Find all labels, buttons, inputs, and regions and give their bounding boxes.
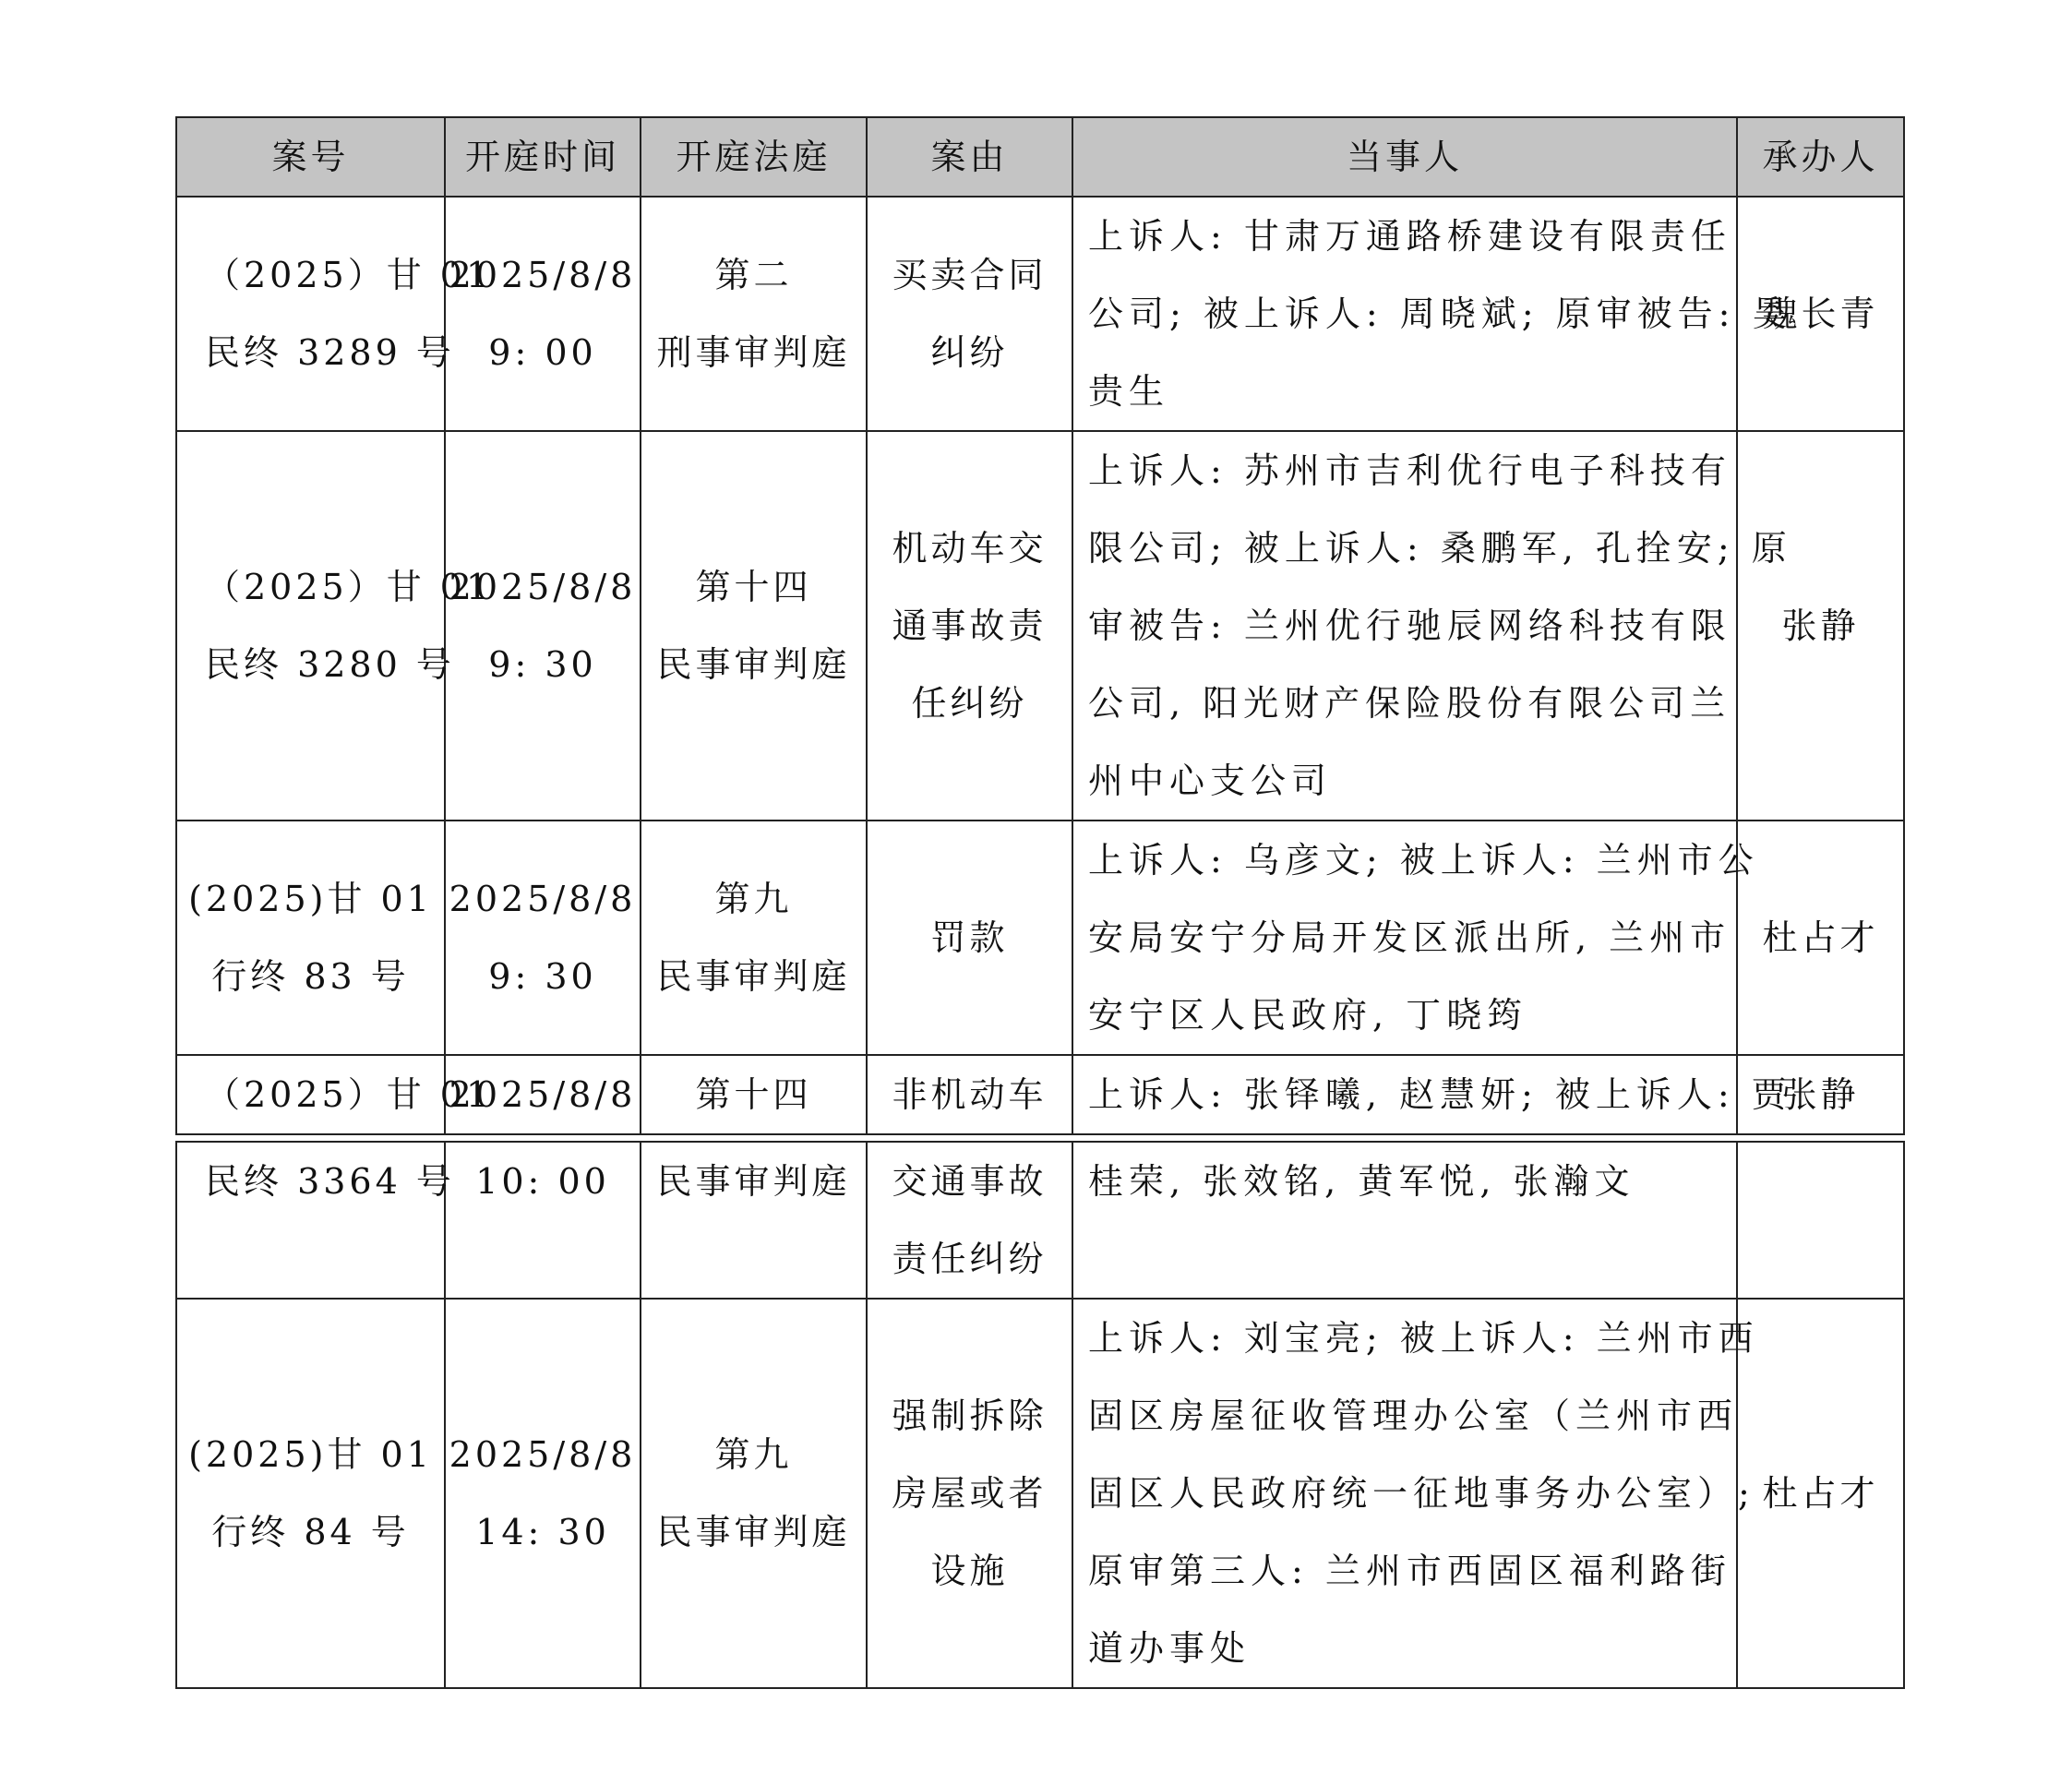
table-row [176,821,1904,1055]
hearing-time-cell [445,821,641,1055]
table-row [176,1055,1904,1134]
cause-cell-line: 机动车交 [892,528,1048,569]
cause-cell [867,431,1072,821]
table-row [176,431,1904,821]
hearing-time-cell [445,1142,641,1299]
judge-cell-line: 杜占才 [1762,1473,1879,1514]
parties-cell-line: 上诉人: 甘肃万通路桥建设有限责任 [1088,216,1731,257]
case-no-cell-line: 民终 3280 号 [205,644,455,685]
case-no-cell-line: 民终 3364 号 [205,1161,455,1202]
cause-cell [867,1055,1072,1134]
cause-cell-line: 非机动车 [892,1074,1048,1115]
judge-cell [1737,1142,1904,1299]
hearing-time-cell-line: 9: 00 [488,332,597,373]
hearing-time-cell-line: 2025/8/8 [449,879,637,919]
parties-cell-line: 安宁区人民政府, 丁晓筠 [1088,995,1528,1036]
cause-cell-line: 责任纠纷 [892,1239,1048,1279]
parties-cell-line: 限公司; 被上诉人: 桑鹏军, 孔拴安; 原 [1088,528,1792,569]
header-row [176,117,1904,197]
parties-cell [1072,1055,1792,1134]
case-no-cell-line: (2025)甘 01 [188,1434,433,1475]
cause-cell [867,821,1072,1055]
parties-cell [1072,1142,1737,1299]
cause-cell-line: 交通事故 [892,1161,1048,1202]
parties-cell-line: 安局安宁分局开发区派出所, 兰州市 [1088,917,1731,958]
parties-cell-line: 审被告: 兰州优行驰辰网络科技有限 [1088,605,1731,646]
case-no-cell [176,1299,445,1688]
parties-cell-line: 原审第三人: 兰州市西固区福利路街 [1088,1551,1731,1591]
hearing-time-cell-line: 2025/8/8 [449,567,637,607]
hearing-time-cell [445,431,641,821]
parties-cell [1072,197,1793,431]
case-no-cell [176,431,493,821]
parties-cell-line: 上诉人: 乌彦文; 被上诉人: 兰州市公 [1088,840,1759,881]
page-split [176,1134,1904,1142]
parties-cell-line: 州中心支公司 [1088,761,1333,801]
parties-cell-line: 贵生 [1088,371,1170,412]
court-room-cell [641,1299,867,1688]
parties-cell-line: 固区房屋征收管理办公室（兰州市西 [1088,1396,1739,1436]
judge-cell [1737,431,1904,821]
cause-cell [867,197,1072,431]
court-room-cell [641,1055,867,1134]
cause-cell [867,1142,1072,1299]
court-room-cell [641,431,867,821]
court-room-cell-line: 第九 [714,1434,793,1475]
cause-cell-line: 房屋或者 [892,1473,1048,1514]
hearing-time-cell-line: 2025/8/8 [449,255,637,295]
cause-cell-line: 任纠纷 [911,683,1028,724]
parties-cell [1072,821,1759,1055]
header-parties: 当事人 [1072,117,1737,197]
court-room-cell-line: 第二 [714,255,793,295]
court-room-cell-line: 民事审判庭 [656,1512,851,1552]
page-split-cell [176,1134,1904,1142]
hearing-time-cell-line: 10: 00 [475,1161,610,1202]
cause-cell [867,1299,1072,1688]
header-case-no: 案号 [176,117,445,197]
judge-cell-line: 魏长青 [1762,294,1879,334]
hearing-time-cell-line: 9: 30 [488,644,597,685]
hearing-time-cell [445,197,641,431]
court-room-cell-line: 民事审判庭 [656,644,851,685]
case-no-cell [176,1142,455,1299]
case-no-cell [176,1055,493,1134]
parties-cell-line: 桂荣, 张效铭, 黄军悦, 张瀚文 [1088,1161,1635,1202]
cause-cell-line: 纠纷 [930,332,1009,373]
parties-cell-line: 上诉人: 苏州市吉利优行电子科技有 [1088,450,1731,491]
cause-cell-line: 设施 [930,1551,1009,1591]
table-row [176,1142,1904,1299]
judge-cell [1737,197,1904,431]
parties-cell-line: 公司, 阳光财产保险股份有限公司兰 [1088,683,1731,724]
case-no-cell-line: 民终 3289 号 [205,332,455,373]
court-room-cell [641,821,867,1055]
hearing-time-cell [445,1299,641,1688]
case-no-cell-line: 行终 84 号 [211,1512,410,1552]
court-room-cell-line: 民事审判庭 [656,1161,851,1202]
judge-cell [1737,821,1904,1055]
hearing-time-cell-line: 9: 30 [488,956,597,997]
parties-cell-line: 固区人民政府统一征地事务办公室）; [1088,1473,1755,1514]
case-no-cell [176,197,493,431]
court-room-cell-line: 第九 [714,879,793,919]
hearing-time-cell-line: 2025/8/8 [449,1074,637,1115]
hearing-schedule [175,116,1903,1689]
cause-cell-line: 罚款 [930,917,1009,958]
parties-cell [1072,431,1792,821]
judge-cell-line: 张静 [1781,605,1860,646]
judge-cell [1737,1299,1904,1688]
court-room-cell-line: 民事审判庭 [656,956,851,997]
header-cause: 案由 [867,117,1072,197]
parties-cell-line: 上诉人: 张铎曦, 赵慧妍; 被上诉人: 贾 [1088,1074,1792,1115]
header-judge: 承办人 [1737,117,1904,197]
case-no-cell-line: (2025)甘 01 [188,879,433,919]
judge-cell-line: 张静 [1781,1074,1860,1115]
hearing-time-cell [445,1055,641,1134]
court-room-cell [641,197,867,431]
case-no-cell-line: （2025）甘 01 [205,567,493,607]
table-row [176,197,1904,431]
cause-cell-line: 买卖合同 [892,255,1048,295]
case-no-cell-line: （2025）甘 01 [205,1074,493,1115]
parties-cell-line: 上诉人: 刘宝亮; 被上诉人: 兰州市西 [1088,1318,1759,1359]
hearing-time-cell-line: 14: 30 [475,1512,610,1552]
case-no-cell-line: 行终 83 号 [211,956,410,997]
parties-cell [1072,1299,1759,1688]
hearing-time-cell-line: 2025/8/8 [449,1434,637,1475]
parties-cell-line: 道办事处 [1088,1628,1252,1669]
table-row [176,1299,1904,1688]
cause-cell-line: 强制拆除 [892,1396,1048,1436]
case-no-cell [176,821,445,1055]
court-room-cell-line: 第十四 [695,567,812,607]
parties-cell-line: 公司; 被上诉人: 周晓斌; 原审被告: 吴 [1088,294,1793,334]
header-hearing-time: 开庭时间 [445,117,641,197]
cause-cell-line: 通事故责 [892,605,1048,646]
judge-cell-line: 杜占才 [1762,917,1879,958]
court-room-cell-line: 刑事审判庭 [656,332,851,373]
court-room-cell-line: 第十四 [695,1074,812,1115]
case-no-cell-line: （2025）甘 01 [205,255,493,295]
hearing-table [175,116,1905,1689]
header-court-room: 开庭法庭 [641,117,867,197]
court-room-cell [641,1142,867,1299]
